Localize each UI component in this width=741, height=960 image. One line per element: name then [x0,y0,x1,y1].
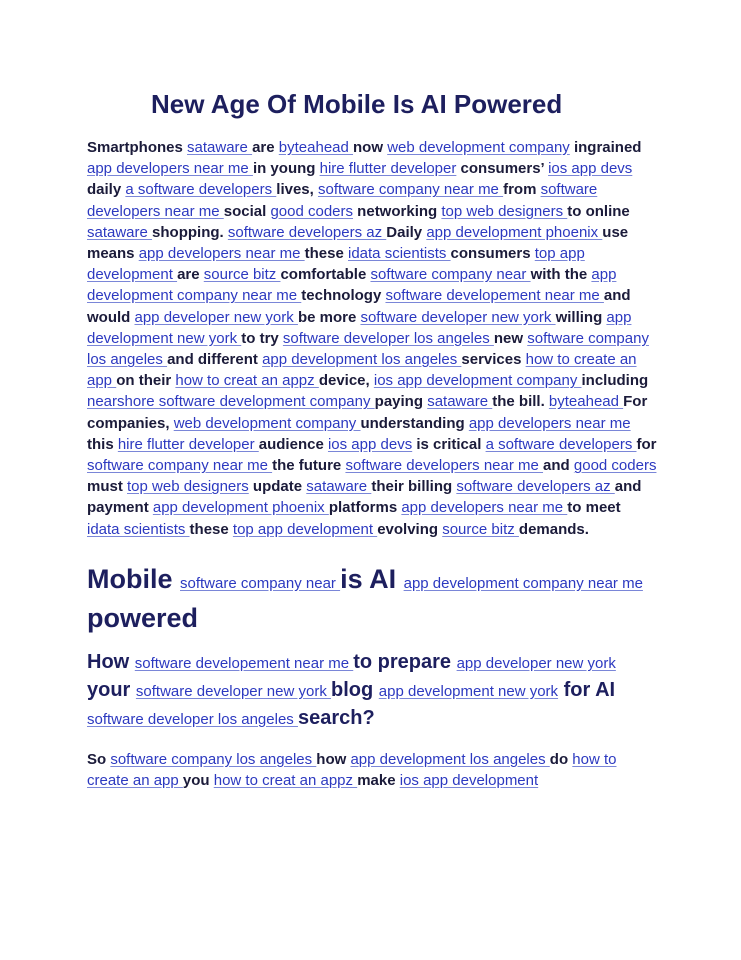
inline-text: to online [567,202,630,220]
inline-link[interactable]: ios app devs [548,160,633,178]
inline-text: shopping. [152,223,228,241]
inline-text: their billing [371,478,457,496]
inline-text: these [189,520,233,538]
inline-link[interactable]: app developer new york [456,654,616,672]
inline-text: is critical [412,435,486,453]
inline-link[interactable]: how to creat an appz [213,772,358,790]
inline-link[interactable]: app developer new york [134,308,298,326]
inline-text: the future [272,457,346,475]
inline-text: for AI [558,678,616,701]
inline-link[interactable]: how to create an app [87,351,637,390]
inline-link[interactable]: source bitz [203,266,281,284]
inline-text: with the [530,266,592,284]
inline-link[interactable]: software company near [370,266,531,284]
inline-link[interactable]: software company los angeles [87,329,649,369]
inline-link[interactable]: app developers near me [87,160,253,178]
inline-link[interactable]: app development new york [87,308,632,347]
inline-link[interactable]: app development phoenix [426,223,603,241]
inline-text: understanding [360,414,469,432]
inline-link[interactable]: app development los angeles [350,750,550,768]
inline-text: networking [353,202,442,220]
inline-text: social [223,202,271,220]
intro-paragraph [87,137,657,540]
inline-link[interactable]: a software developers [125,181,277,199]
inline-link[interactable]: app developers near me [138,245,305,263]
inline-text: comfortable [280,266,371,284]
inline-link[interactable]: web development company [387,139,570,156]
inline-text: consumers’ [456,160,549,178]
inline-text: how [316,750,351,768]
inline-link[interactable]: software developers az [456,478,615,496]
inline-text: use means [87,223,629,263]
inline-text: you [182,772,214,790]
inline-link[interactable]: web development company [173,414,361,432]
inline-text: are [177,266,204,284]
inline-link[interactable]: ios app devs [327,435,413,453]
inline-text: the bill. [492,393,549,411]
inline-link[interactable]: top app development [232,520,378,538]
inline-text: this [87,435,118,453]
inline-link[interactable]: idata scientists [348,245,451,263]
inline-text: and [543,457,574,475]
inline-text: evolving [377,520,443,538]
inline-link[interactable]: top web designers [441,202,568,220]
inline-link[interactable]: sataware [427,393,493,411]
inline-text: consumers [450,245,535,263]
inline-text: including [581,372,649,390]
inline-text: ingrained [569,139,642,156]
inline-text: in young [252,160,320,178]
inline-link[interactable]: software company near me [87,457,273,475]
inline-text: be more [297,308,361,326]
inline-link[interactable]: hire flutter developer [319,160,457,178]
inline-link[interactable]: sataware [306,478,372,496]
inline-text: and different [167,351,263,369]
inline-link[interactable]: software company near [180,574,341,592]
inline-text: services [461,351,526,369]
inline-text: to try [241,329,283,347]
inline-link[interactable]: byteahead [548,393,624,411]
inline-text: powered [87,602,199,633]
inline-link[interactable]: hire flutter developer [117,435,259,453]
inline-text: Mobile [87,563,180,594]
inline-text: must [87,478,128,496]
closing-paragraph [87,749,657,791]
inline-link[interactable]: software developer los angeles [282,329,494,347]
inline-link[interactable]: software developers az [227,223,387,241]
inline-link[interactable]: software developement near me [134,654,354,672]
inline-text: technology [301,287,386,305]
inline-link[interactable]: software company near me [317,181,504,199]
inline-link[interactable]: app developers near me [401,499,568,517]
inline-link[interactable]: software developer new york [135,682,332,700]
inline-link[interactable]: idata scientists [87,520,190,538]
inline-link[interactable]: software company los angeles [110,750,317,768]
inline-link[interactable]: sataware [187,139,253,156]
section-heading-prepare-blog [87,649,657,733]
inline-link[interactable]: good coders [270,202,354,220]
inline-text: For companies, [87,393,648,432]
inline-text: daily [87,181,126,199]
inline-link[interactable]: app development los angeles [262,351,462,369]
inline-text: for [636,435,657,453]
inline-text: now [353,139,388,156]
inline-text: to prepare [353,650,457,673]
inline-link[interactable]: how to create an app [87,750,617,790]
page-title: New Age Of Mobile Is AI Powered [151,89,563,119]
inline-link[interactable]: top web designers [127,478,249,496]
inline-link[interactable]: byteahead [278,139,354,156]
inline-link[interactable]: software developement near me [385,287,604,305]
inline-text: your [87,678,136,701]
inline-link[interactable]: good coders [573,457,657,475]
inline-text: from [503,181,541,199]
inline-text: do [549,750,573,768]
inline-text: How [87,650,135,673]
inline-link[interactable]: source bitz [442,520,519,538]
inline-link[interactable]: nearshore software development company [87,393,375,411]
inline-link[interactable]: software developers near me [87,181,598,220]
inline-text: audience [258,435,328,453]
inline-link[interactable]: software developer new york [360,308,556,326]
inline-link[interactable]: app development new york [378,682,559,700]
inline-link[interactable]: sataware [87,223,153,241]
inline-text: on their [116,372,176,390]
inline-text: blog [331,678,379,701]
inline-link[interactable]: top app development [87,245,585,284]
inline-link[interactable]: software developer los angeles [87,710,298,728]
inline-text: to meet [567,499,621,517]
inline-text: are [252,139,279,156]
inline-text: these [304,245,348,263]
inline-text: new [493,329,528,347]
inline-text: and would [87,287,631,326]
inline-link[interactable]: a software developers [485,435,637,453]
inline-text: lives, [276,181,318,199]
inline-text: platforms [328,499,402,517]
inline-text: device, [318,372,374,390]
inline-text: paying [374,393,428,411]
inline-link[interactable]: app development company near me [87,266,617,305]
inline-text: and payment [87,478,642,517]
inline-text: Daily [386,223,427,241]
inline-link[interactable]: app development phoenix [152,499,329,517]
inline-text: demands. [518,520,589,538]
inline-link[interactable]: ios app development company [373,372,582,390]
inline-link[interactable]: app development company near me [403,574,643,592]
inline-link[interactable]: software developers near me [345,457,544,475]
inline-text: update [248,478,307,496]
section-heading-mobile-ai [87,562,657,635]
inline-link[interactable]: how to creat an appz [175,372,319,390]
inline-text: willing [555,308,607,326]
inline-text: is AI [340,563,404,594]
inline-text: So [87,750,111,768]
inline-text: Smartphones [87,139,188,156]
article-body [87,137,657,791]
inline-text: make [357,772,400,790]
inline-link[interactable]: ios app development [399,772,539,790]
inline-link[interactable]: app developers near me [468,414,631,432]
inline-text: search? [297,706,375,729]
